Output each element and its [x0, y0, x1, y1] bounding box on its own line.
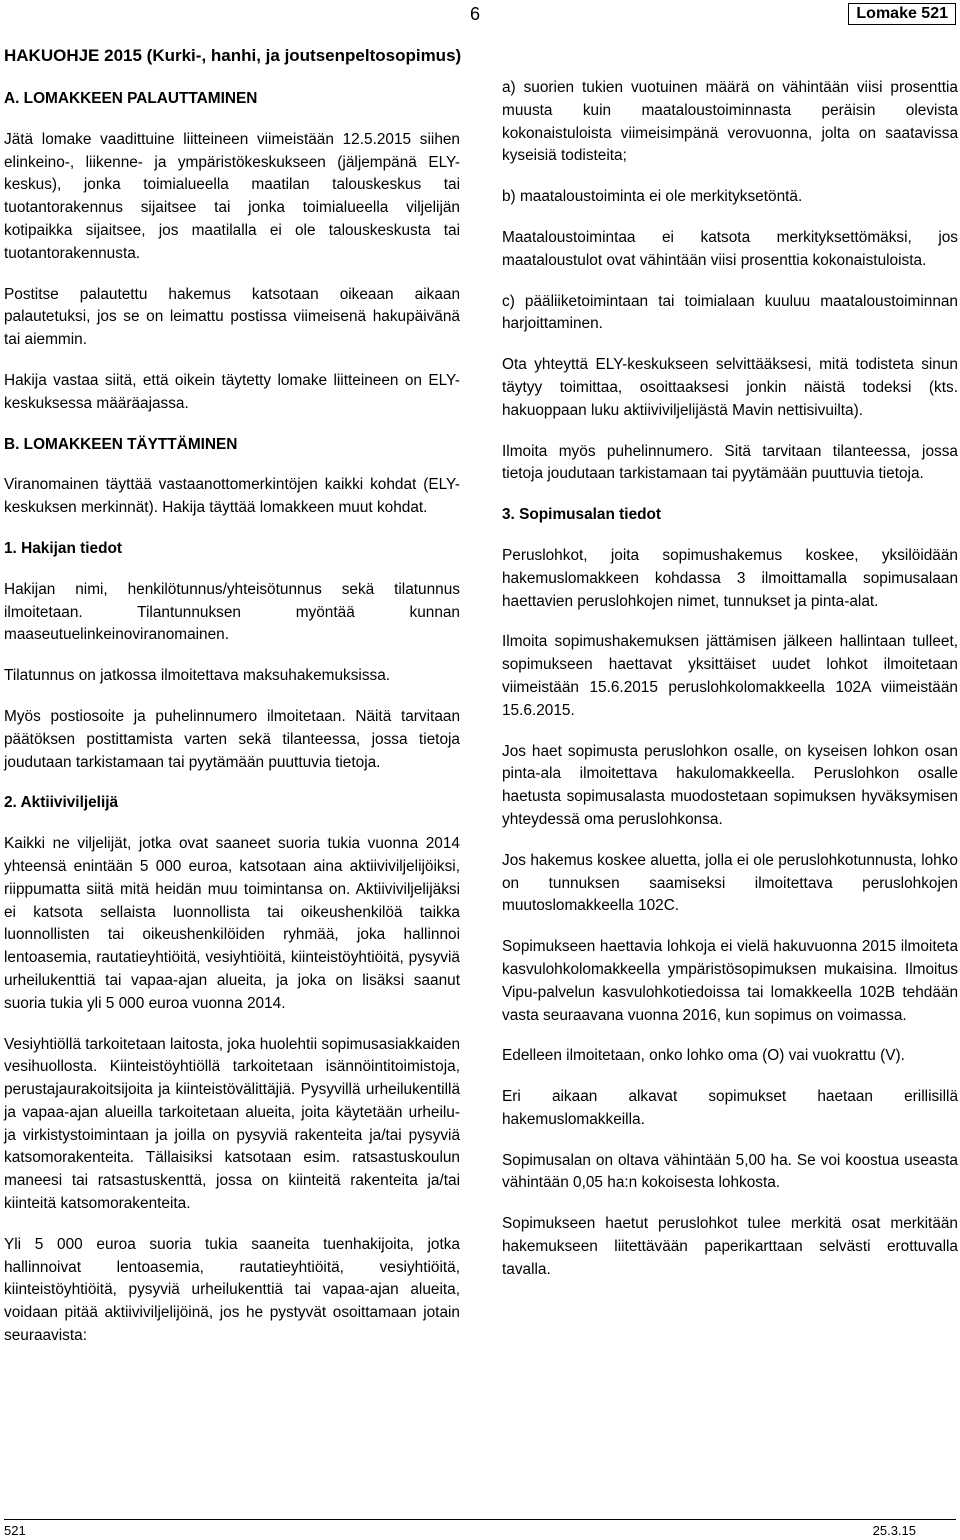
right-paragraph: Sopimusalan on oltava vähintään 5,00 ha. Se voi koostua useasta vähintään 0,05 ha:n kokoisesta lohkosta. — [502, 1151, 958, 1192]
right-paragraph: b) maataloustoiminta ei ole merkityksetöntä. — [502, 188, 803, 206]
right-paragraph: Ilmoita sopimushakemuksen jättämisen jälkeen hallintaan tulleet, sopimukseen haettavat yksittäiset uudet lohkot ilmoitetaan viimeistään 15.6.2015 peruslohkolomakkeella 102A viimeistään 15.6.2015. — [502, 633, 958, 719]
left-section-heading: A. LOMAKKEEN PALAUTTAMINEN — [4, 90, 258, 107]
right-paragraph: c) pääliiketoimintaan tai toimialaan kuuluu maataloustoiminnan harjoittaminen. — [502, 292, 958, 333]
footer-form-number: 521 — [4, 1523, 26, 1538]
footer-date: 25.3.15 — [872, 1523, 916, 1538]
right-paragraph: Sopimukseen haettavia lohkoja ei vielä hakuvuonna 2015 ilmoiteta kasvulohkolomakkeella ympäristösopimuksen mukaisina. Ilmoitus Vipu-palvelun kasvulohkotiedoissa tai lomakkeella 102B tehdään vasta seuraavana vuonna 2016, kun sopimus on voimassa. — [502, 938, 958, 1024]
right-paragraph: Jos hakemus koskee aluetta, jolla ei ole peruslohkotunnusta, lohko on tunnuksen saamiseksi ilmoitettava peruslohkojen muutoslomakkeella 102C. — [502, 851, 958, 915]
left-section-heading: B. LOMAKKEEN TÄYTTÄMINEN — [4, 435, 238, 453]
left-column — [4, 88, 460, 1348]
right-paragraph: Jos haet sopimusta peruslohkon osalle, on kyseisen lohkon osan pinta-ala ilmoitettava hakulomakkeella. Peruslohkon osalle haetusta sopimusalasta muodostetaan sopimuksen hyväksymisen yhteydessä oma peruslohkonsa. — [502, 742, 958, 828]
right-paragraph: Sopimukseen haetut peruslohkot tulee merkitä osat merkitään hakemukseen liitettävään paperikarttaan selvästi erottuvalla tavalla. — [502, 1215, 958, 1278]
left-paragraph: Myös postiosoite ja puhelinnumero ilmoitetaan. Näitä tarvitaan päätöksen postittamista varten sekä tilanteessa, jossa tietoja joudutaan tarkistamaan tai pyytämään puuttuvia tietoja. — [4, 707, 460, 771]
document-title: HAKUOHJE 2015 (Kurki-, hanhi, ja joutsenpeltosopimus) — [4, 46, 462, 65]
right-column — [502, 77, 958, 1282]
left-paragraph: Yli 5 000 euroa suoria tukia saaneita tuenhakijoita, jotka hallinnoivat lentoasemia, rautatieyhtiöitä, vesiyhtiöitä, kiinteistöyhtiöitä, pysyviä urheilukenttiä tai vapaa-ajan alueita, voidaan pitää aktiiviviljelijöinä, jos he pystyvät osoittamaan jotain seuraavista: — [4, 1235, 460, 1345]
left-paragraph: Vesiyhtiöllä tarkoitetaan laitosta, joka huolehtii sopimusasiakkaiden vesihuollosta. Kiinteistöyhtiöllä tarkoitetaan isännöintitoimistoja, perustajaurakoitsijoita ja kiinteistövälittäjiä. Pysyvillä urheilukentillä ja vapaa-ajan alueilla tarkoitetaan alueita, joita käytetään urheilu- ja virkistystoimintaan ja joilla on pysyviä rakenteita ja/tai pysyviä katsomorakenteita. Tällaisiksi katsotaan esim. ratsastuskoulun maneesi tai ratsastuskenttä, jossa on kiinteitä rakenteita ja/tai kiinteitä katsomorakenteita. — [4, 1035, 460, 1213]
left-paragraph: Hakijan nimi, henkilötunnus/yhteisötunnus sekä tilatunnus ilmoitetaan. Tilantunnuksen myöntää kunnan maaseutuelinkeinoviranomainen. — [4, 580, 460, 644]
left-paragraph: Postitse palautettu hakemus katsotaan oikeaan aikaan palautetuksi, jos se on leimattu postissa viimeisenä hakupäivänä tai aiemmin. — [4, 285, 460, 349]
left-paragraph: Tilatunnus on jatkossa ilmoitettava maksuhakemuksissa. — [4, 667, 391, 685]
left-paragraph: Hakija vastaa siitä, että oikein täytetty lomake liitteineen on ELY-keskuksessa määräajassa. — [4, 371, 460, 412]
left-section-heading: 1. Hakijan tiedot — [4, 539, 123, 557]
right-paragraph: Eri aikaan alkavat sopimukset haetaan erillisillä hakemuslomakkeilla. — [502, 1088, 958, 1128]
form-id-box: Lomake 521 — [848, 3, 956, 25]
left-paragraph: Jätä lomake vaadittuine liitteineen viimeistään 12.5.2015 siihen elinkeino-, liikenne- ja ympäristökeskukseen (jäljempänä ELY-keskus), jonka toimialueella maatilan talouskeskus tai tuotantorakennus sijaitsee tai jonka toimialueella viljelijän kotipaikka sijaitsee, jos maatilalla ei ole talouskeskusta tai tuotantorakennusta. — [4, 130, 460, 262]
footer-line — [4, 1519, 956, 1520]
right-paragraph: Ota yhteyttä ELY-keskukseen selvittääksesi, mitä todisteta sinun täytyy toimittaa, osoittaaksesi jonkin näistä todeksi (kts. hakuoppaan luku aktiiviviljelijästä Mavin nettisivuilta). — [502, 356, 958, 419]
right-section-heading: 3. Sopimusalan tiedot — [502, 506, 662, 524]
page-number: 6 — [470, 4, 481, 24]
right-paragraph: Edelleen ilmoitetaan, onko lohko oma (O) vai vuokrattu (V). — [502, 1047, 905, 1065]
right-paragraph: a) suorien tukien vuotuinen määrä on vähintään viisi prosenttia muusta kuin maataloustoiminnasta peräisin olevista kokonaistuloista viimeisimpänä verovuonna, jolta on saatavissa kyseisiä todisteita; — [502, 79, 958, 165]
right-paragraph: Ilmoita myös puhelinnumero. Sitä tarvitaan tilanteessa, jossa tietoja joudutaan tarkistamaan tai pyytämään puuttuvia tietoja. — [502, 442, 958, 483]
left-section-heading: 2. Aktiiviviljelijä — [4, 794, 119, 812]
left-paragraph: Viranomainen täyttää vastaanottomerkintöjen kaikki kohdat (ELY-keskuksen merkinnät). Hakija täyttää lomakkeen muut kohdat. — [4, 476, 460, 517]
right-paragraph: Peruslohkot, joita sopimushakemus koskee, yksilöidään hakemuslomakkeen kohdassa 3 ilmoittamalla sopimusalaan haettavien peruslohkojen nimet, tunnukset ja pinta-alat. — [502, 546, 958, 610]
right-paragraph: Maataloustoimintaa ei katsota merkityksettömäksi, jos maataloustulot ovat vähintään viisi prosenttia kokonaistuloista. — [502, 228, 958, 269]
left-paragraph: Kaikki ne viljelijät, jotka ovat saaneet suoria tukia vuonna 2014 yhteensä enintään 5 000 euroa, katsotaan aina aktiiviviljelijöiksi, riippumatta siitä mitä heidän muu toimintansa on. Aktiiviviljelijäksi ei katsota sellaista luonnollista tai oikeushenkilöä taikka luonnollisten tai oikeushenkilöiden ryhmää, joka hallinnoi lentoasemia, rautatieyhtiöitä, vesiyhtiöitä, kiinteistöyhtiöitä, pysyviä urheilukenttiä tai vapaa-ajan alueita, ja joka on lisäksi saanut suoria tukia yli 5 000 euroa vuonna 2014. — [4, 835, 460, 1012]
